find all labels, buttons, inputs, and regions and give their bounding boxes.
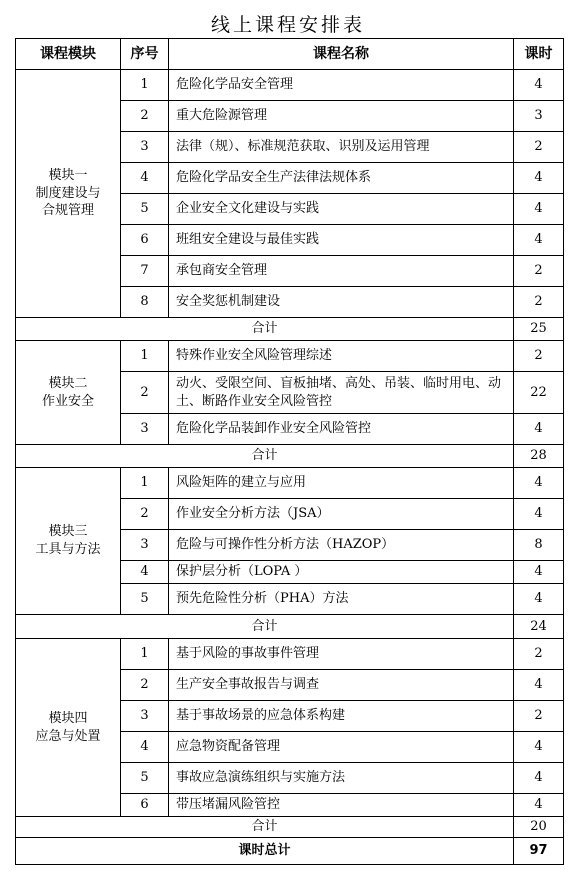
subtotal-label: 合计	[16, 615, 514, 639]
course-name: 承包商安全管理	[169, 256, 514, 287]
header-name: 课程名称	[169, 39, 514, 70]
table-header-row	[16, 39, 564, 70]
module-name-line: 模块二	[48, 375, 88, 391]
subtotal-label: 合计	[16, 445, 514, 468]
course-no: 2	[121, 101, 169, 132]
table-row	[16, 70, 564, 101]
module-name-line: 应急与处置	[35, 728, 101, 744]
course-no: 3	[121, 701, 169, 732]
subtotal-row	[16, 318, 564, 341]
subtotal-row	[16, 445, 564, 468]
course-hours: 4	[514, 163, 564, 194]
course-hours: 2	[514, 639, 564, 670]
course-name: 危险化学品安全生产法律法规体系	[169, 163, 514, 194]
course-hours: 4	[514, 225, 564, 256]
course-name: 基于事故场景的应急体系构建	[169, 701, 514, 732]
subtotal-label: 合计	[16, 318, 514, 341]
course-name: 法律（规）、标准规范获取、识别及运用管理	[169, 132, 514, 163]
subtotal-hours: 20	[514, 817, 564, 838]
course-hours: 2	[514, 256, 564, 287]
module-name-line: 合规管理	[41, 203, 94, 219]
course-hours: 22	[514, 372, 564, 414]
course-hours: 4	[514, 732, 564, 763]
course-name: 危险化学品装卸作业安全风险管控	[169, 414, 514, 445]
course-hours: 4	[514, 70, 564, 101]
module-name-line: 模块四	[48, 710, 88, 726]
table-body	[16, 70, 564, 865]
subtotal-row	[16, 817, 564, 838]
page-title: 线上课程安排表	[210, 14, 365, 36]
course-name: 预先危险性分析（PHA）方法	[169, 584, 514, 615]
module-name-cell	[16, 468, 121, 615]
course-hours: 4	[514, 414, 564, 445]
course-name: 重大危险源管理	[169, 101, 514, 132]
course-no: 2	[121, 372, 169, 414]
course-name: 风险矩阵的建立与应用	[169, 468, 514, 499]
subtotal-hours: 24	[514, 615, 564, 639]
course-schedule-table	[15, 38, 564, 865]
course-name: 特殊作业安全风险管理综述	[169, 341, 514, 372]
course-hours: 4	[514, 468, 564, 499]
module-name-line: 模块一	[48, 168, 88, 184]
table-row	[16, 341, 564, 372]
table-row	[16, 468, 564, 499]
course-name: 动火、受限空间、盲板抽堵、高处、吊装、临时用电、动土、断路作业安全风险管控	[169, 372, 514, 414]
course-no: 8	[121, 287, 169, 318]
course-no: 1	[121, 468, 169, 499]
course-name: 班组安全建设与最佳实践	[169, 225, 514, 256]
course-name: 保护层分析（LOPA ）	[169, 561, 514, 584]
course-name: 作业安全分析方法（JSA）	[169, 499, 514, 530]
subtotal-hours: 28	[514, 445, 564, 468]
course-hours: 4	[514, 194, 564, 225]
grand-total-label: 课时总计	[16, 838, 514, 865]
module-name-line: 工具与方法	[35, 542, 101, 557]
course-no: 5	[121, 763, 169, 794]
course-no: 3	[121, 132, 169, 163]
course-hours: 4	[514, 670, 564, 701]
course-name: 事故应急演练组织与实施方法	[169, 763, 514, 794]
course-hours: 2	[514, 287, 564, 318]
course-hours: 4	[514, 499, 564, 530]
course-hours: 8	[514, 530, 564, 561]
course-name: 生产安全事故报告与调查	[169, 670, 514, 701]
course-hours: 4	[514, 561, 564, 584]
course-no: 1	[121, 639, 169, 670]
module-name-cell	[16, 70, 121, 318]
course-no: 4	[121, 163, 169, 194]
course-no: 1	[121, 341, 169, 372]
course-hours: 2	[514, 132, 564, 163]
course-name: 应急物资配备管理	[169, 732, 514, 763]
course-no: 5	[121, 194, 169, 225]
course-no: 4	[121, 561, 169, 584]
course-hours: 3	[514, 101, 564, 132]
course-no: 4	[121, 732, 169, 763]
subtotal-label: 合计	[16, 817, 514, 838]
course-hours: 2	[514, 341, 564, 372]
course-hours: 4	[514, 763, 564, 794]
course-name: 危险化学品安全管理	[169, 70, 514, 101]
module-name-cell	[16, 639, 121, 817]
module-name-line: 作业安全	[41, 393, 94, 409]
header-no: 序号	[121, 39, 169, 70]
grand-total-row	[16, 838, 564, 865]
course-name: 危险与可操作性分析方法（HAZOP）	[169, 530, 514, 561]
module-name-cell	[16, 341, 121, 445]
grand-total-hours: 97	[514, 838, 564, 865]
header-hours: 课时	[514, 39, 564, 70]
course-no: 7	[121, 256, 169, 287]
course-name: 带压堵漏风险管控	[169, 794, 514, 817]
module-name-line: 制度建设与	[35, 185, 101, 201]
module-name-line: 模块三	[48, 524, 88, 540]
course-no: 2	[121, 670, 169, 701]
course-name: 企业安全文化建设与实践	[169, 194, 514, 225]
table-row	[16, 639, 564, 670]
header-module: 课程模块	[16, 39, 121, 70]
course-no: 5	[121, 584, 169, 615]
subtotal-hours: 25	[514, 318, 564, 341]
course-no: 3	[121, 414, 169, 445]
course-name: 安全奖惩机制建设	[169, 287, 514, 318]
course-no: 3	[121, 530, 169, 561]
course-no: 6	[121, 225, 169, 256]
course-no: 1	[121, 70, 169, 101]
course-no: 6	[121, 794, 169, 817]
course-hours: 4	[514, 794, 564, 817]
subtotal-row	[16, 615, 564, 639]
course-no: 2	[121, 499, 169, 530]
course-hours: 4	[514, 584, 564, 615]
course-name: 基于风险的事故事件管理	[169, 639, 514, 670]
course-hours: 2	[514, 701, 564, 732]
